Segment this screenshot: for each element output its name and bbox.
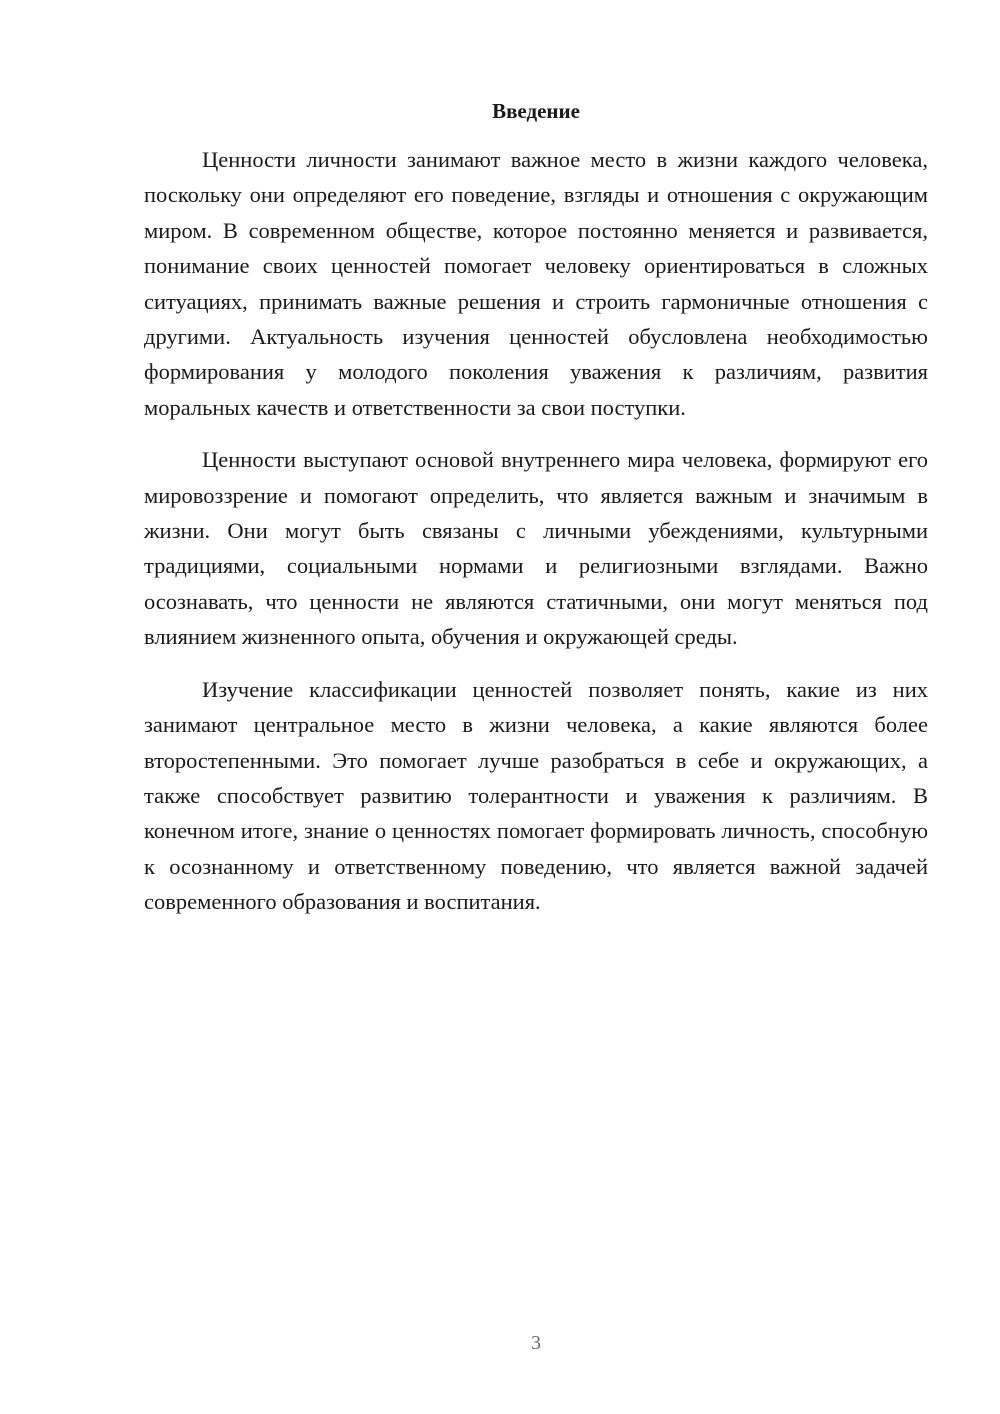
section-heading: Введение [492, 99, 580, 123]
page-number: 3 [531, 1332, 541, 1354]
paragraph-2: Ценности выступают основой внутреннего мира человека, формируют его мировоззрение и помогают определить, что является важным и значимым в жизни. Они могут быть связаны с личными убеждениями, культурными традициями, социальными нормами и религиозными взглядами. Важно осознавать, что ценности не являются статичными, они могут меняться под влиянием жизненного опыта, обучения и окружающей среды. [144, 447, 928, 650]
paragraph-1: Ценности личности занимают важное место в жизни каждого человека, поскольку они определяют его поведение, взгляды и отношения с окружающим миром. В современном обществе, которое постоянно меняется и развивается, понимание своих ценностей помогает человеку ориентироваться в сложных ситуациях, принимать важные решения и строить гармоничные отношения с другими. Актуальность изучения ценностей обусловлена необходимостью формирования у молодого поколения уважения к различиям, развития моральных качеств и ответственности за свои поступки. [144, 147, 928, 420]
paragraph-3: Изучение классификации ценностей позволяет понять, какие из них занимают центральное место в жизни человека, а какие являются более второстепенными. Это помогает лучше разобраться в себе и окружающих, а также способствует развитию толерантности и уважения к различиям. В конечном итоге, знание о ценностях помогает формировать личность, способную к осознанному и ответственному поведению, что является важной задачей современного образования и воспитания. [144, 676, 928, 915]
page-content [144, 96, 928, 937]
